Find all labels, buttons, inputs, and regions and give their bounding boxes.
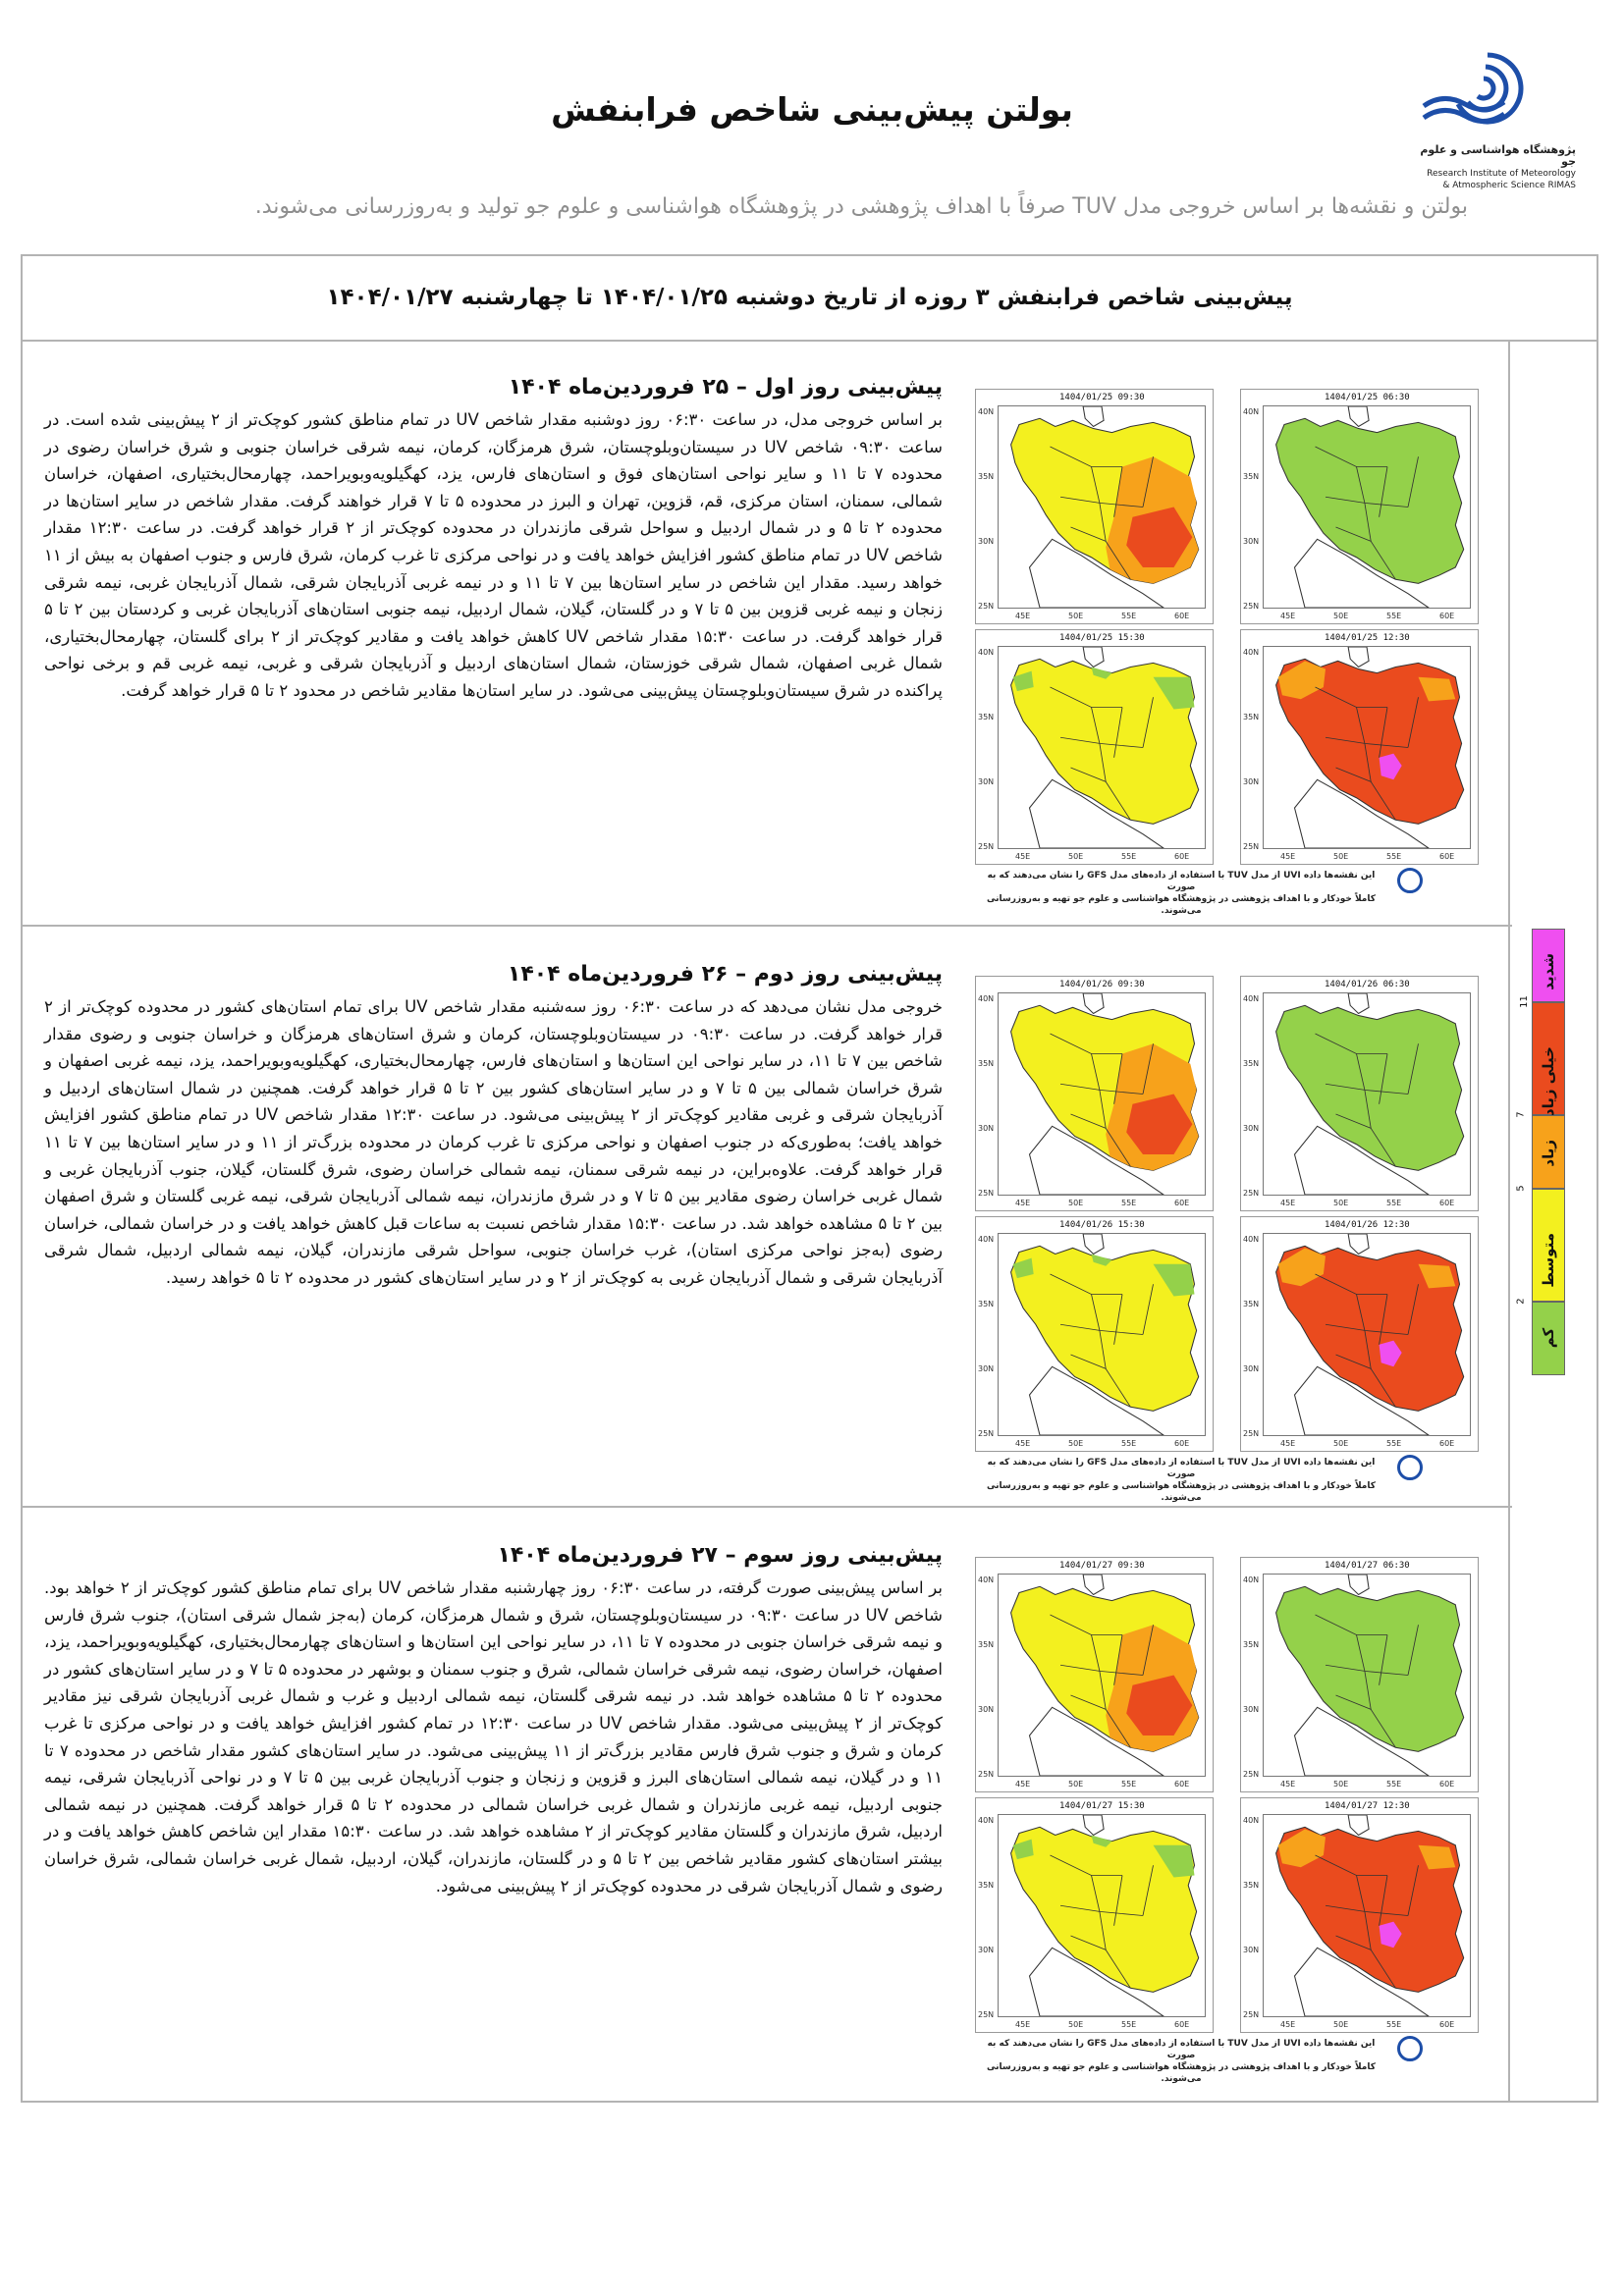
map-timestamp: 1404/01/27 09:30 [1059,1561,1145,1571]
day-1-section [23,340,1512,927]
map-plot [998,1574,1206,1777]
map-plot [998,992,1206,1196]
lon-label: 50E [1068,1780,1084,1789]
lat-label: 40N [978,994,995,1003]
lat-label: 25N [978,842,995,851]
day-2-text: خروجی مدل نشان می‌دهد که در ساعت ۰۶:۳۰ روز سه‌شنبه مقدار شاخص UV برای تمام استان‌های کشور در محدوده کوچک‌تر از ۲ قرار خواهد گرفت. در ساعت ۰۹:۳۰ در سیستان‌وبلوچستان، کرمان و شرق استان‌های هرمزگان و خراسان جنوبی و رضوی مقدار شاخص بین ۷ تا ۱۱، در سایر نواحی این استان‌ها و استان‌های فارس، چهارمحال‌بختیاری، کهگیلویه‌وبویراحمد، یزد، نیمه غربی اصفهان و شرق خراسان شمالی بین ۵ تا ۷ و در سایر استان‌های کشور بین ۲ تا ۵ قرار خواهد گرفت. همچنین در شمال استان‌های اردبیل و آذربایجان شرقی و غربی مقادیر کوچک‌تر از ۲ پیش‌بینی می‌شود. در ساعت ۱۲:۳۰ مقدار شاخص UV در تمام مناطق کشور افزایش خواهد یافت؛ به‌طوری‌که در جنوب اصفهان و نواحی مرکزی تا غرب کرمان در محدوده بزرگ‌تر از ۱۱ و در سایر استان‌ها بین ۷ تا ۱۱ قرار خواهد گرفت. علاوه‌براین، در نیمه شرقی سمنان، نیمه شمالی خراسان رضوی، شرق گلستان، گیلان، جنوب آذربایجان غربی و شمال غربی خراسان رضوی مقادیر بین ۵ تا ۷ و در شرق مازندران، نیمه شمالی آذربایجان شرقی، نیمه غربی گلستان و شرق اصفهان بین ۲ تا ۵ مشاهده خواهد شد. در ساعت ۱۵:۳۰ مقدار شاخص نسبت به ساعات قبل کاهش خواهد یافت و در خراسان شمالی، خراسان رضوی (به‌جز نواحی مرکزی استان)، غرب خراسان جنوبی، سواحل شرقی مازندران، گیلان، نیمه شمالی اردبیل، شمال شرقی آذربایجان شرقی و شمال آذربایجان غربی به کوچک‌تر از ۲ و در سایر استان‌های کشور در محدوده ۲ تا ۵ خواهد رسید. [44,997,944,1287]
lon-label: 45E [1280,612,1296,620]
day-3-text: بر اساس پیش‌بینی صورت گرفته، در ساعت ۰۶:۳۰ روز چهارشنبه مقدار شاخص UV برای تمام مناطق کشور کوچک‌تر از ۲ خواهد بود. شاخص UV در ساعت ۰۹:۳۰ در سیستان‌وبلوچستان، شرق و شمال هرمزگان، کرمان (به‌جز شمال شرقی استان)، جنوب شرق فارس و نیمه شرقی خراسان جنوبی در محدوده ۷ تا ۱۱، در سایر نواحی این استان‌ها و استان‌های چهارمحال‌بختیاری، کهگیلویه‌وبویراحمد، یزد، اصفهان، خراسان رضوی، نیمه شرقی خراسان شمالی، شرق و جنوب سمنان و بوشهر در محدوده ۵ تا ۷ و در سایر استان‌های کشور در محدوده ۲ تا ۵ مشاهده خواهد شد. در نیمه شرقی گلستان، نیمه شمالی اردبیل و غرب و شمال غربی آذربایجان شرقی نیز مقادیر کوچک‌تر از ۲ پیش‌بینی می‌شود. مقدار شاخص UV در ساعت ۱۲:۳۰ در تمام کشور افزایش خواهد یافت و در نواحی مرکزی تا غرب کرمان و شرق و جنوب شرق فارس مقادیر بزرگ‌تر از ۱۱ پیش‌بینی می‌شود. در سایر استان‌های کشور مقدار شاخص در محدوده ۷ تا ۱۱ و در گیلان، نیمه شمالی استان‌های البرز و قزوین و زنجان و جنوب آذربایجان غربی بین ۵ تا ۷ و در نواحی آذربایجان شرقی، نیمه جنوبی اردبیل، نیمه غربی مازندران و شمال غربی خراسان شمالی در محدوده ۲ تا ۵ قرار خواهد گرفت. همچنین در نیمه شمالی اردبیل، شرق مازندران و گلستان مقادیر کوچک‌تر از ۲ مشاهده خواهد شد. در ساعت ۱۵:۳۰ مقدار این شاخص کاهش خواهد یافت و در بیشتر استان‌های کشور مقادیر شاخص بین ۲ تا ۵ و در گلستان، مازندران، گیلان، اردبیل، شمال غربی خراسان شمالی، شرق خراسان رضوی و شمال آذربایجان شرقی در محدوده کوچک‌تر از ۲ پیش‌بینی می‌شود. [44,1578,944,1896]
map-plot [1263,992,1471,1196]
rimas-mini-logo-icon [1397,2036,1423,2061]
lon-label: 55E [1121,1199,1137,1207]
lat-label: 40N [1243,1235,1260,1244]
lat-label: 35N [1243,1059,1260,1068]
lat-label: 30N [1243,1946,1260,1954]
logo-text [1419,144,1576,191]
lon-label: 50E [1333,1199,1349,1207]
map-caption [975,2038,1387,2085]
map-caption [975,870,1387,917]
lat-label: 30N [1243,777,1260,786]
lat-label: 25N [1243,602,1260,611]
rimas-mini-logo-icon [1397,1455,1423,1480]
day-2-section [23,927,1512,1508]
lon-label: 50E [1068,612,1084,620]
bulletin-subtitle: بولتن و نقشه‌ها بر اساس خروجی مدل TUV صرفاً با اهداف پژوهشی در پژوهشگاه هواشناسی و علوم جو تولید و به‌روزرسانی می‌شوند. [254,194,1468,219]
uv-map [1240,1216,1479,1452]
map-plot [998,1814,1206,2017]
lon-label: 55E [1121,1439,1137,1448]
lat-label: 30N [1243,1124,1260,1133]
lon-label: 60E [1174,612,1190,620]
lat-label: 40N [978,1235,995,1244]
lon-label: 50E [1068,2020,1084,2029]
map-plot [998,646,1206,849]
day-1-text: بر اساس خروجی مدل، در ساعت ۰۶:۳۰ روز دوشنبه مقدار شاخص UV در تمام مناطق کشور کوچک‌تر از ۲ پیش‌بینی شده است. در ساعت ۰۹:۳۰ شاخص UV در سیستان‌وبلوچستان، شرق هرمزگان، کرمان، نیمه شرقی خراسان جنوبی و شرق خراسان رضوی در محدوده ۷ تا ۱۱ و سایر نواحی استان‌های فوق و استان‌های فارس، یزد، کهگیلویه‌وبویراحمد، چهارمحال‌بختیاری، اصفهان، خراسان شمالی، سمنان، استان مرکزی، قم، قزوین، تهران و البرز در محدوده ۵ تا ۷ قرار خواهند گرفت. مقدار شاخص در سایر استان‌ها در محدوده ۲ تا ۵ و در شمال اردبیل و سواحل شرقی مازندران در محدوده کوچک‌تر از ۲ قرار خواهد گرفت. در ساعت ۱۲:۳۰ مقدار شاخص UV در تمام مناطق کشور افزایش خواهد یافت و در نواحی مرکزی تا غرب کرمان، شرق فارس و جنوب اصفهان به بیش از ۱۱ خواهد رسید. مقدار این شاخص در سایر استان‌ها بین ۷ تا ۱۱ و در نیمه غربی آذربایجان شرقی، شمال آذربایجان غربی، نیمه شرقی زنجان و نیمه غربی قزوین بین ۵ تا ۷ و در گلستان، گیلان، شمال اردبیل، نیمه جنوبی استان‌های آذربایجان غربی و کردستان بین ۲ تا ۵ قرار خواهد گرفت. در ساعت ۱۵:۳۰ مقدار شاخص UV کاهش خواهد یافت و مقادیر کوچک‌تر از ۲ برای گلستان، چهارمحال‌بختیاری، شمال غربی اصفهان، شمال شرقی خوزستان، شمال استان‌های اردبیل و آذربایجان شرقی و غربی، نیمه غربی قم و برخی نواحی پراکنده در شرق سیستان‌وبلوچستان پیش‌بینی می‌شود. در سایر استان‌ها مقادیر شاخص در محدود ۲ تا ۵ قرار خواهد گرفت. [44,410,944,700]
lon-label: 55E [1386,852,1402,861]
lat-label: 25N [978,602,995,611]
lat-label: 25N [978,1770,995,1779]
map-timestamp: 1404/01/27 12:30 [1325,1801,1410,1811]
lat-label: 25N [1243,1189,1260,1198]
lat-label: 25N [978,1429,995,1438]
uv-map [975,1797,1214,2033]
lon-label: 45E [1015,1199,1031,1207]
lat-label: 40N [978,1816,995,1825]
uv-map [975,976,1214,1211]
lon-label: 50E [1333,2020,1349,2029]
table-title: پیش‌بینی شاخص فرابنفش ۳ روزه از تاریخ دوشنبه ۱۴۰۴/۰۱/۲۵ تا چهارشنبه ۱۴۰۴/۰۱/۲۷ [23,256,1597,342]
map-timestamp: 1404/01/26 06:30 [1325,980,1410,989]
lon-label: 45E [1280,1199,1296,1207]
lon-label: 55E [1121,852,1137,861]
lat-label: 25N [978,1189,995,1198]
map-caption-line: این نقشه‌ها داده UVI از مدل TUV با استفاده از داده‌های مدل GFS را نشان می‌دهند که به صورت [987,2039,1376,2060]
lat-label: 35N [978,1300,995,1308]
map-plot [998,405,1206,609]
forecast-table [21,254,1598,2103]
uv-map [1240,1797,1479,2033]
uv-map-graphic [1264,1234,1470,1435]
lat-label: 25N [978,2010,995,2019]
uv-map [1240,389,1479,624]
bulletin-title: بولتن پیش‌بینی شاخص فرابنفش [551,90,1073,129]
lat-label: 35N [1243,1640,1260,1649]
lon-label: 50E [1068,1199,1084,1207]
uv-map-graphic [999,647,1205,848]
lon-label: 45E [1280,1780,1296,1789]
day-1-maps [975,389,1510,916]
legend-tick: 2 [1515,1298,1527,1305]
uv-map [1240,976,1479,1211]
lat-label: 40N [1243,994,1260,1003]
lat-label: 40N [1243,1816,1260,1825]
map-timestamp: 1404/01/27 15:30 [1059,1801,1145,1811]
map-timestamp: 1404/01/26 09:30 [1059,980,1145,989]
lat-label: 40N [978,407,995,416]
map-plot [1263,1233,1471,1436]
lon-label: 60E [1174,1199,1190,1207]
uv-map-graphic [999,406,1205,608]
lat-label: 40N [1243,648,1260,657]
day-2-title: پیش‌بینی روز دوم – ۲۶ فروردین‌ماه ۱۴۰۴ [507,962,943,987]
lat-label: 35N [1243,1881,1260,1890]
uv-map [1240,1557,1479,1792]
lat-label: 30N [978,1124,995,1133]
legend-tick: 5 [1515,1185,1527,1192]
logo-name-en: Research Institute of Meteorology [1427,169,1576,179]
lat-label: 30N [978,777,995,786]
map-timestamp: 1404/01/25 06:30 [1325,393,1410,402]
lon-label: 60E [1439,852,1455,861]
map-caption-line: این نقشه‌ها داده UVI از مدل TUV با استفاده از داده‌های مدل GFS را نشان می‌دهند که به صورت [987,871,1376,892]
lon-label: 45E [1015,2020,1031,2029]
lon-label: 55E [1386,1439,1402,1448]
uv-map-graphic [1264,1815,1470,2016]
lat-label: 25N [1243,1429,1260,1438]
lat-label: 35N [1243,713,1260,721]
legend-tick: 11 [1518,995,1530,1008]
lon-label: 60E [1439,612,1455,620]
lon-label: 60E [1439,1199,1455,1207]
uv-map-graphic [999,1234,1205,1435]
lat-label: 40N [1243,407,1260,416]
legend-label [1540,1233,1557,1256]
uv-map-graphic [1264,406,1470,608]
day-3-title: پیش‌بینی روز سوم – ۲۷ فروردین‌ماه ۱۴۰۴ [497,1543,943,1568]
map-caption [975,1457,1387,1504]
lon-label: 45E [1280,1439,1296,1448]
lon-label: 60E [1439,1439,1455,1448]
lat-label: 35N [978,713,995,721]
lon-label: 60E [1439,1780,1455,1789]
lon-label: 50E [1333,1439,1349,1448]
lon-label: 60E [1439,2020,1455,2029]
lon-label: 50E [1068,852,1084,861]
map-timestamp: 1404/01/27 06:30 [1325,1561,1410,1571]
lat-label: 30N [978,1364,995,1373]
lon-label: 55E [1121,612,1137,620]
legend-tick: 7 [1515,1111,1527,1118]
day-1-title: پیش‌بینی روز اول – ۲۵ فروردین‌ماه ۱۴۰۴ [508,375,943,400]
lon-label: 50E [1333,852,1349,861]
lon-label: 60E [1174,852,1190,861]
lon-label: 60E [1174,2020,1190,2029]
lon-label: 55E [1386,2020,1402,2029]
map-timestamp: 1404/01/26 15:30 [1059,1220,1145,1230]
lon-label: 45E [1015,1780,1031,1789]
uv-map [975,1216,1214,1452]
lat-label: 35N [978,1640,995,1649]
map-caption-line: کاملاً خودکار و با اهداف پژوهشی در پژوهشگاه هواشناسی و علوم جو تهیه و به‌روزرسانی می‌شوند. [987,2062,1376,2084]
lon-label: 45E [1015,612,1031,620]
lat-label: 40N [1243,1575,1260,1584]
lon-label: 45E [1015,852,1031,861]
legend-label: شدید [1540,952,1557,990]
uv-map [1240,629,1479,865]
lon-label: 60E [1174,1780,1190,1789]
uv-map-graphic [1264,993,1470,1195]
lon-label: 50E [1333,612,1349,620]
lat-label: 25N [1243,2010,1260,2019]
lon-label: 50E [1333,1780,1349,1789]
lon-label: 50E [1068,1439,1084,1448]
uv-map-graphic [999,993,1205,1195]
uv-map-graphic [999,1575,1205,1776]
lat-label: 25N [1243,842,1260,851]
map-plot [1263,1814,1471,2017]
map-timestamp: 1404/01/25 12:30 [1325,633,1410,643]
legend-label: زیاد [1540,1139,1557,1167]
uv-map [975,629,1214,865]
map-caption-line: کاملاً خودکار و با اهداف پژوهشی در پژوهشگاه هواشناسی و علوم جو تهیه و به‌روزرسانی می‌شوند. [987,894,1376,916]
uv-map [975,389,1214,624]
lat-label: 35N [1243,1300,1260,1308]
lon-label: 45E [1280,2020,1296,2029]
rimas-mini-logo-icon [1397,868,1423,893]
map-plot [1263,405,1471,609]
lat-label: 30N [978,1946,995,1954]
lat-label: 35N [1243,472,1260,481]
lon-label: 55E [1386,612,1402,620]
day-3-maps [975,1557,1510,2084]
map-caption-line: این نقشه‌ها داده UVI از مدل TUV با استفاده از داده‌های مدل GFS را نشان می‌دهند که به صورت [987,1458,1376,1479]
map-timestamp: 1404/01/26 12:30 [1325,1220,1410,1230]
map-plot [1263,1574,1471,1777]
lat-label: 40N [978,648,995,657]
lon-label: 55E [1121,1780,1137,1789]
map-timestamp: 1404/01/25 09:30 [1059,393,1145,402]
uv-map-graphic [999,1815,1205,2016]
legend-label: کم [1540,1327,1557,1348]
lat-label: 30N [978,537,995,546]
lon-label: 55E [1386,1199,1402,1207]
map-timestamp: 1404/01/25 15:30 [1059,633,1145,643]
logo-name-fa: پژوهشگاه هواشناسی و علوم جو [1420,143,1576,168]
lat-label: 35N [978,1881,995,1890]
lon-label: 45E [1015,1439,1031,1448]
lat-label: 30N [1243,1705,1260,1714]
lat-label: 40N [978,1575,995,1584]
lat-label: 35N [978,472,995,481]
day-2-maps [975,976,1510,1503]
lon-label: 55E [1386,1780,1402,1789]
lat-label: 30N [1243,537,1260,546]
lat-label: 35N [978,1059,995,1068]
lon-label: 60E [1174,1439,1190,1448]
lon-label: 55E [1121,2020,1137,2029]
logo-name-en-2: & Atmospheric Science RIMAS [1442,181,1576,190]
map-plot [998,1233,1206,1436]
map-plot [1263,646,1471,849]
legend-column [1508,340,1597,2103]
day-3-section [23,1508,1512,2103]
legend-label [1540,1046,1557,1070]
map-caption-line: کاملاً خودکار و با اهداف پژوهشی در پژوهشگاه هواشناسی و علوم جو تهیه و به‌روزرسانی می‌شوند. [987,1481,1376,1503]
uv-map [975,1557,1214,1792]
lon-label: 45E [1280,852,1296,861]
uv-map-graphic [1264,1575,1470,1776]
lat-label: 25N [1243,1770,1260,1779]
lat-label: 30N [978,1705,995,1714]
uv-map-graphic [1264,647,1470,848]
lat-label: 30N [1243,1364,1260,1373]
